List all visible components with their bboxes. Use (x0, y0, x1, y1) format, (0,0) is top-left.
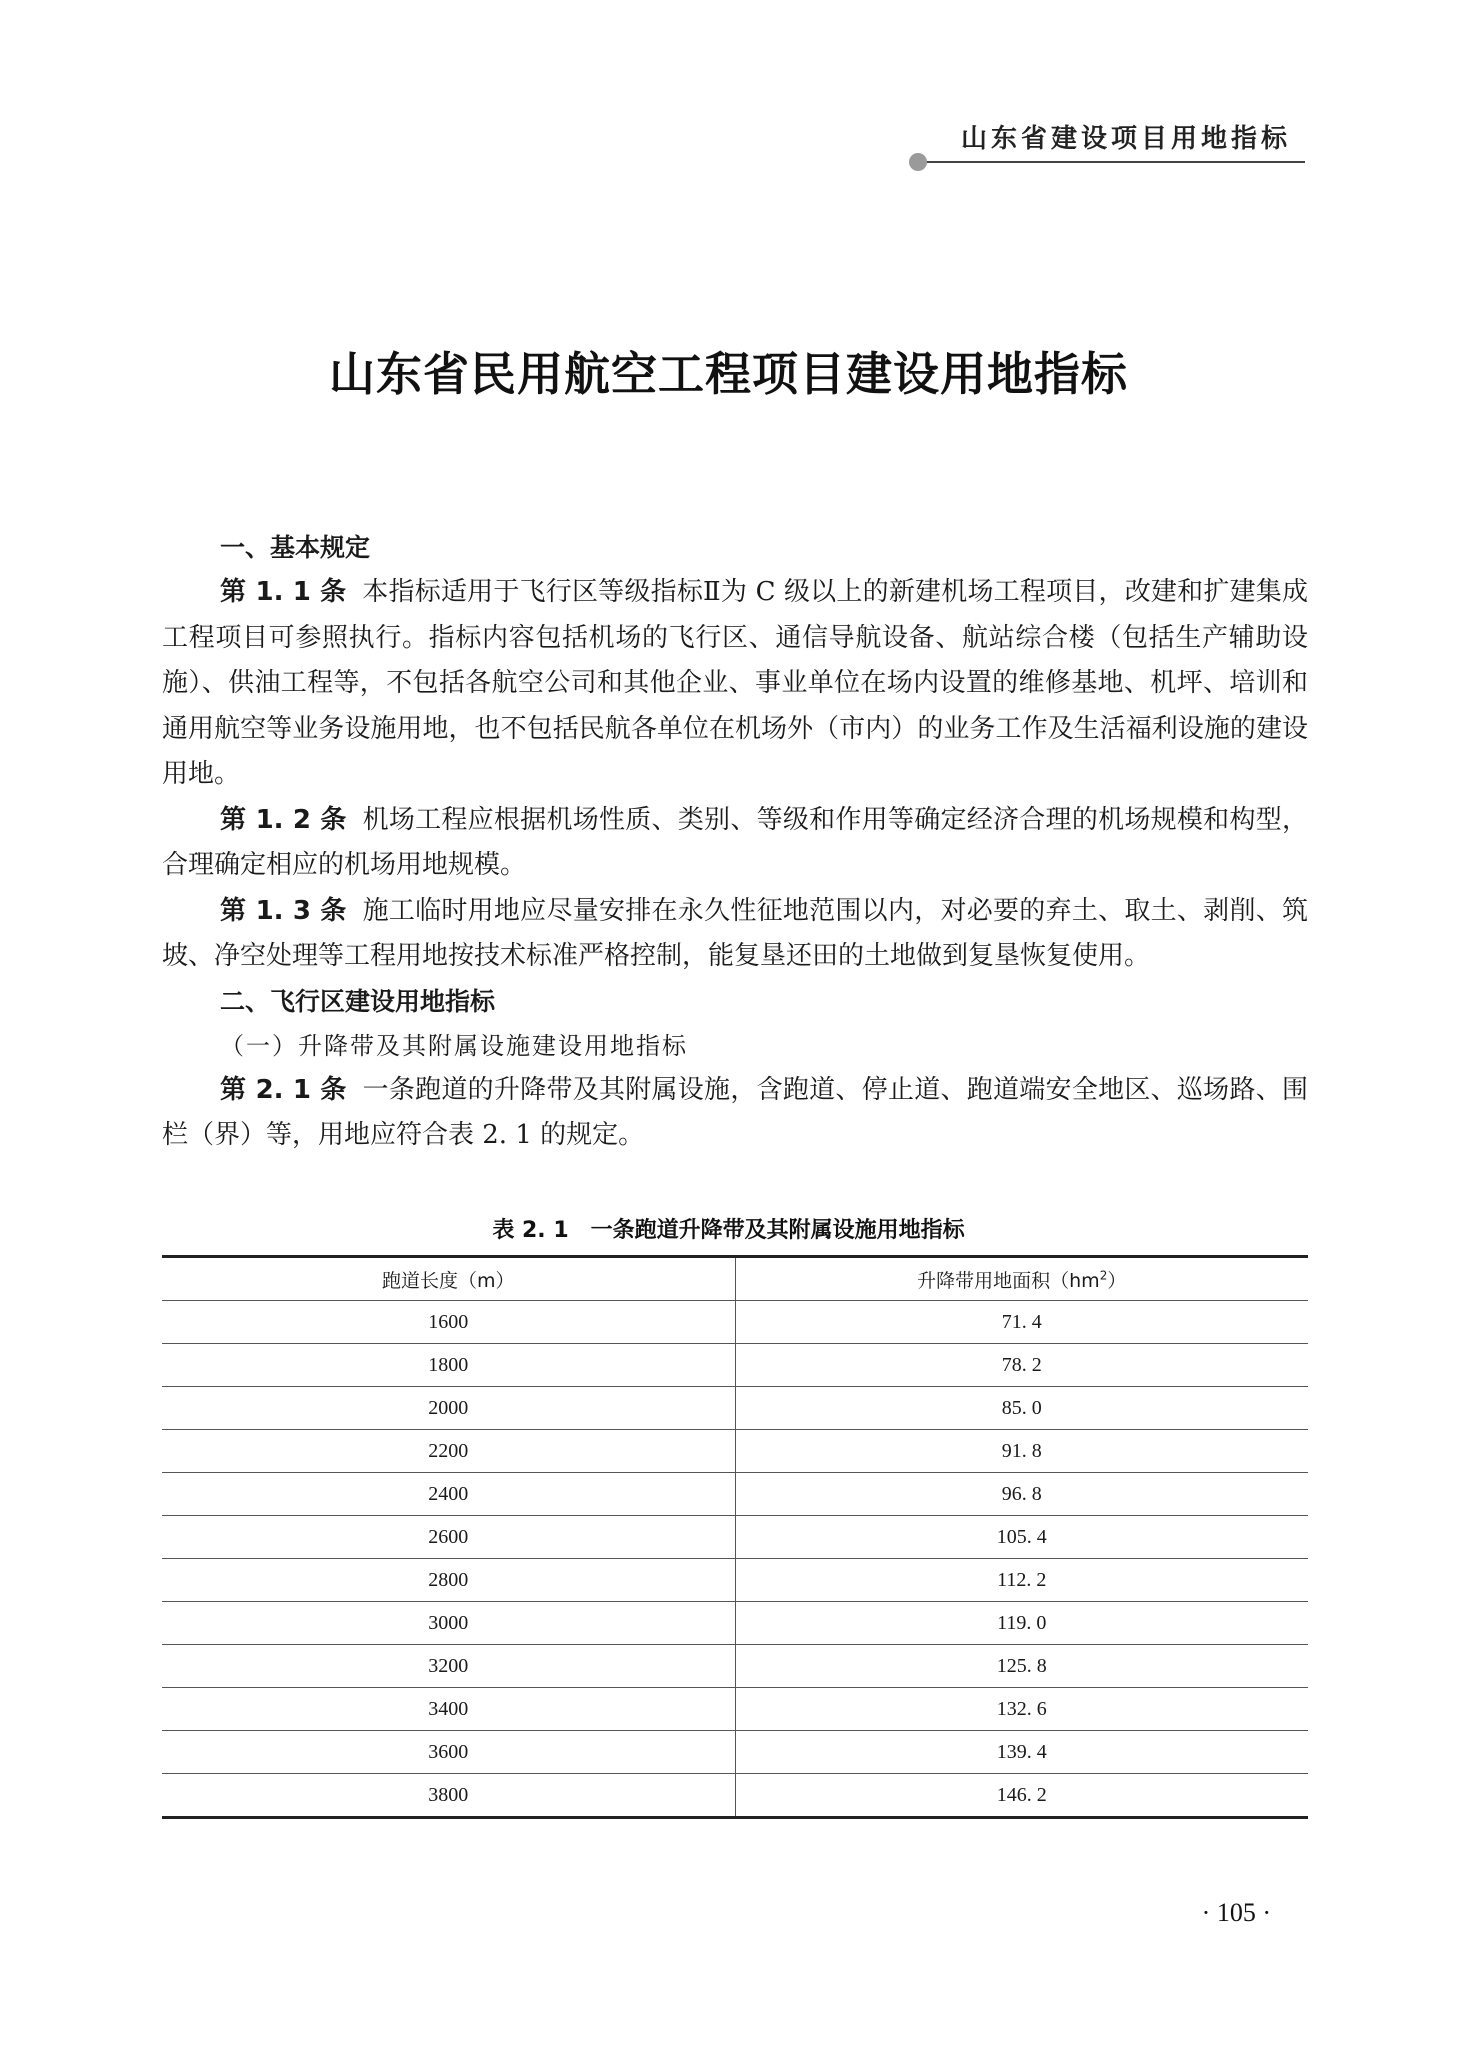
section-heading-basic: 一、基本规定 (220, 533, 371, 562)
table-row (162, 1387, 1308, 1430)
cell-strip-area: 78. 2 (735, 1344, 1308, 1387)
article-1-1 (162, 570, 1308, 798)
column-header-strip-area (735, 1257, 1308, 1301)
table-caption: 表 2. 1 一条跑道升降带及其附属设施用地指标 (492, 1218, 965, 1243)
cell-runway-length: 1600 (162, 1301, 735, 1344)
cell-strip-area: 85. 0 (735, 1387, 1308, 1430)
subsection-heading-runway-strip: （一）升降带及其附属设施建设用地指标 (220, 1031, 688, 1060)
cell-runway-length: 2200 (162, 1430, 735, 1473)
table-header-row (162, 1257, 1308, 1301)
table-row (162, 1516, 1308, 1559)
table-body (162, 1301, 1308, 1818)
cell-runway-length: 3000 (162, 1602, 735, 1645)
cell-strip-area: 71. 4 (735, 1301, 1308, 1344)
cell-strip-area: 105. 4 (735, 1516, 1308, 1559)
page-title: 山东省民用航空工程项目建设用地指标 (329, 347, 1128, 401)
article-number: 第 1. 2 条 (220, 804, 347, 835)
column-header-text: 升降带用地面积（hm (917, 1269, 1100, 1292)
table-row (162, 1774, 1308, 1818)
cell-strip-area: 96. 8 (735, 1473, 1308, 1516)
article-text: 本指标适用于飞行区等级指标Ⅱ为 C 级以上的新建机场工程项目，改建和扩建集成工程项目可参照执行。指标内容包括机场的飞行区、通信导航设备、航站综合楼（包括生产辅助设施）、供油工程等，不包括各航空公司和其他企业、事业单位在场内设置的维修基地、机坪、培训和通用航空等业务设施用地，也不包括民航各单位在机场外（市内）的业务工作及生活福利设施的建设用地。 (162, 577, 1308, 789)
table-row (162, 1301, 1308, 1344)
table-row (162, 1344, 1308, 1387)
running-header-rule (923, 161, 1305, 163)
table-row (162, 1473, 1308, 1516)
article-text: 机场工程应根据机场性质、类别、等级和作用等确定经济合理的机场规模和构型，合理确定相应的机场用地规模。 (162, 804, 1308, 880)
article-text: 施工临时用地应尽量安排在永久性征地范围以内，对必要的弃土、取土、剥削、筑坡、净空处理等工程用地按技术标准严格控制，能复垦还田的土地做到复垦恢复使用。 (162, 895, 1308, 971)
article-number: 第 1. 1 条 (220, 577, 347, 607)
running-header-text: 山东省建设项目用地指标 (960, 124, 1291, 154)
cell-strip-area: 146. 2 (735, 1774, 1308, 1818)
article-1-3 (162, 889, 1308, 980)
cell-strip-area: 112. 2 (735, 1559, 1308, 1602)
cell-strip-area: 119. 0 (735, 1602, 1308, 1645)
running-header (905, 118, 1305, 162)
article-number: 第 1. 3 条 (220, 895, 347, 926)
section-heading-airfield: 二、飞行区建设用地指标 (220, 986, 496, 1016)
table-row (162, 1559, 1308, 1602)
cell-runway-length: 2400 (162, 1473, 735, 1516)
table-row (162, 1731, 1308, 1774)
article-1-2 (162, 798, 1308, 889)
document-body (162, 526, 1308, 1159)
cell-runway-length: 3400 (162, 1688, 735, 1731)
cell-strip-area: 132. 6 (735, 1688, 1308, 1731)
cell-strip-area: 125. 8 (735, 1645, 1308, 1688)
column-header-close: ） (1107, 1269, 1127, 1292)
running-header-dot (909, 153, 927, 171)
cell-strip-area: 91. 8 (735, 1430, 1308, 1473)
column-header-runway-length: 跑道长度（m） (162, 1257, 735, 1301)
cell-runway-length: 3600 (162, 1731, 735, 1774)
table-row (162, 1430, 1308, 1473)
cell-runway-length: 3800 (162, 1774, 735, 1818)
cell-runway-length: 2000 (162, 1387, 735, 1430)
column-header-superscript: 2 (1099, 1268, 1108, 1283)
cell-strip-area: 139. 4 (735, 1731, 1308, 1774)
runway-land-use-table (162, 1255, 1308, 1819)
article-text: 一条跑道的升降带及其附属设施，含跑道、停止道、跑道端安全地区、巡场路、围栏（界）等，用地应符合表 2. 1 的规定。 (162, 1074, 1308, 1150)
cell-runway-length: 3200 (162, 1645, 735, 1688)
article-number: 第 2. 1 条 (220, 1074, 347, 1105)
cell-runway-length: 2600 (162, 1516, 735, 1559)
table-row (162, 1688, 1308, 1731)
table-row (162, 1602, 1308, 1645)
article-2-1 (162, 1068, 1308, 1159)
page-number: · 105 · (1201, 1898, 1271, 1927)
table-row (162, 1645, 1308, 1688)
cell-runway-length: 2800 (162, 1559, 735, 1602)
cell-runway-length: 1800 (162, 1344, 735, 1387)
